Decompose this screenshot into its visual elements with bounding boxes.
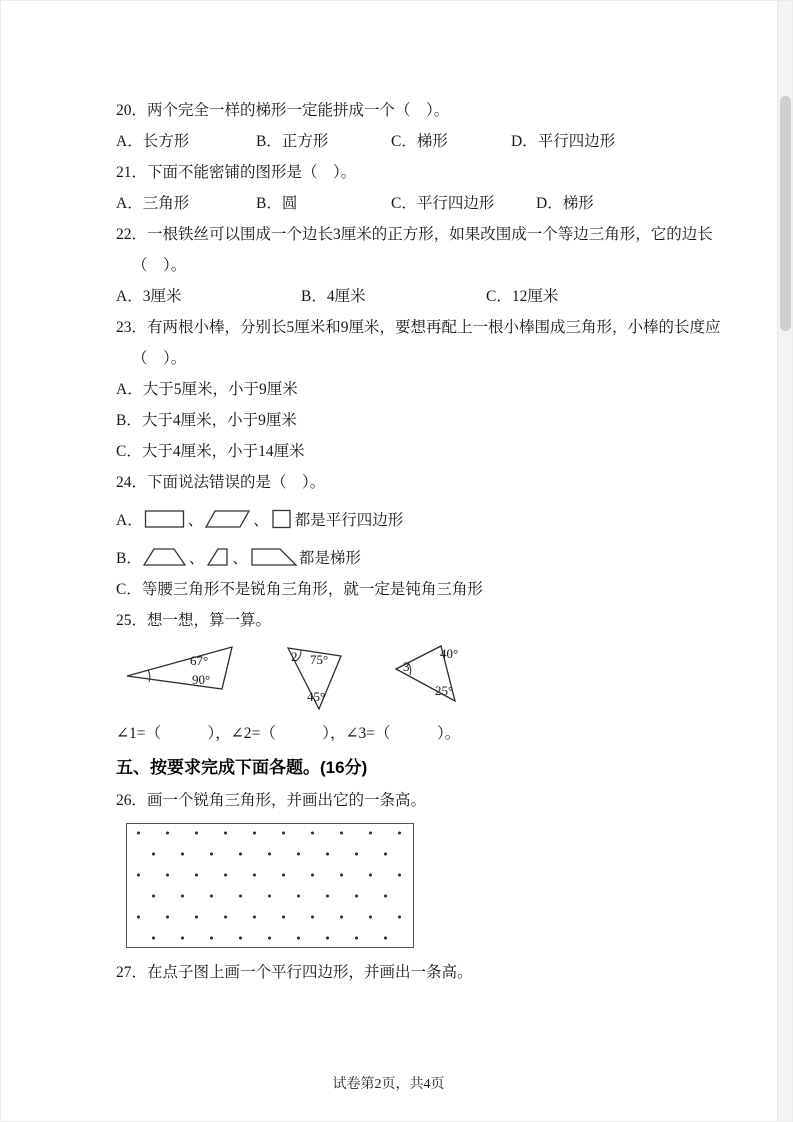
q24-option-b-label: B． xyxy=(116,550,142,567)
shape-separator: 、 xyxy=(187,512,204,529)
shape-separator: 、 xyxy=(188,550,205,567)
page-content xyxy=(116,102,721,995)
question-20-options xyxy=(116,133,686,151)
q24-option-a xyxy=(116,505,686,533)
narrow-right-trapezoid-icon xyxy=(206,546,230,568)
q23-option-a: A．大于5厘米，小于9厘米 xyxy=(116,381,298,398)
q20-option-d: D．平行四边形 xyxy=(511,133,616,150)
q23-option-c: C．大于4厘米，小于14厘米 xyxy=(116,443,305,460)
question-21-options xyxy=(116,195,686,213)
triangle-3-figure xyxy=(393,643,465,705)
question-23-text-line2: （ ）。 xyxy=(132,350,187,367)
triangle-3-angle-top: 40° xyxy=(440,646,459,661)
triangle-1-angle-top: 67° xyxy=(190,653,209,668)
parallelogram-icon xyxy=(205,508,251,530)
question-20-text: 20．两个完全一样的梯形一定能拼成一个（ ）。 xyxy=(116,102,450,119)
triangle-3-vertex-label: 3 xyxy=(403,659,410,674)
question-23-text-line1: 23．有两根小棒，分别长5厘米和9厘米，要想再配上一根小棒围成三角形，小棒的长度应 xyxy=(116,319,721,336)
dot-grid xyxy=(126,823,414,948)
q22-option-a: A．3厘米 xyxy=(116,288,182,305)
square-icon xyxy=(271,508,294,530)
triangle-2-vertex-label: 2 xyxy=(291,649,298,664)
question-21-text: 21．下面不能密铺的图形是（ ）。 xyxy=(116,164,357,181)
triangle-2-angle-top: 75° xyxy=(310,652,329,667)
triangle-3-angle-bottom: 25° xyxy=(435,683,454,698)
q24-option-b-suffix: 都是梯形 xyxy=(298,550,361,567)
question-25-text: 25．想一想，算一算。 xyxy=(116,612,272,629)
shape-separator: 、 xyxy=(232,550,248,567)
question-22-options xyxy=(116,288,686,306)
q25-figures xyxy=(124,643,686,713)
question-22-text-line1: 22．一根铁丝可以围成一个边长3厘米的正方形，如果改围成一个等边三角形，它的边长 xyxy=(116,226,713,243)
q23-option-b: B．大于4厘米，小于9厘米 xyxy=(116,412,297,429)
triangle-2-figure xyxy=(281,643,351,713)
q21-option-d: D．梯形 xyxy=(536,195,594,212)
triangle-1-figure xyxy=(124,643,239,693)
q20-option-a: A．长方形 xyxy=(116,133,190,150)
scrollbar-thumb[interactable] xyxy=(780,96,791,331)
q22-option-b: B．4厘米 xyxy=(301,288,366,305)
question-26-text: 26．画一个锐角三角形，并画出它的一条高。 xyxy=(116,792,427,809)
q24-option-a-label: A． xyxy=(116,512,143,529)
trapezoid-icon xyxy=(143,546,187,568)
scrollbar[interactable] xyxy=(777,1,792,1121)
q22-option-c: C．12厘米 xyxy=(486,288,559,305)
q21-option-c: C．平行四边形 xyxy=(391,195,495,212)
shape-separator: 、 xyxy=(253,512,269,529)
q24-option-c: C．等腰三角形不是锐角三角形，就一定是钝角三角形 xyxy=(116,581,483,598)
question-22-text-line2: （ ）。 xyxy=(132,257,187,274)
q20-option-c: C．梯形 xyxy=(391,133,448,150)
page-footer: 试卷第2页，共4页 xyxy=(332,1077,445,1092)
section-5-title: 五、按要求完成下面各题。(16分) xyxy=(116,758,368,777)
triangle-1-angle-bottom: 90° xyxy=(192,672,211,687)
right-trapezoid-icon xyxy=(250,546,298,568)
q20-option-b: B．正方形 xyxy=(256,133,329,150)
rectangle-icon xyxy=(144,508,186,530)
question-27-text: 27．在点子图上画一个平行四边形，并画出一条高。 xyxy=(116,964,473,981)
q21-option-a: A．三角形 xyxy=(116,195,190,212)
question-24-text: 24．下面说法错误的是（ ）。 xyxy=(116,474,326,491)
q24-option-a-suffix: 都是平行四边形 xyxy=(294,512,404,529)
q24-option-b xyxy=(116,543,686,571)
q25-answer-line: ∠1=（ ），∠2=（ ），∠3=（ ）。 xyxy=(116,725,461,742)
q21-option-b: B．圆 xyxy=(256,195,298,212)
triangle-2-angle-bottom: 45° xyxy=(307,689,326,704)
